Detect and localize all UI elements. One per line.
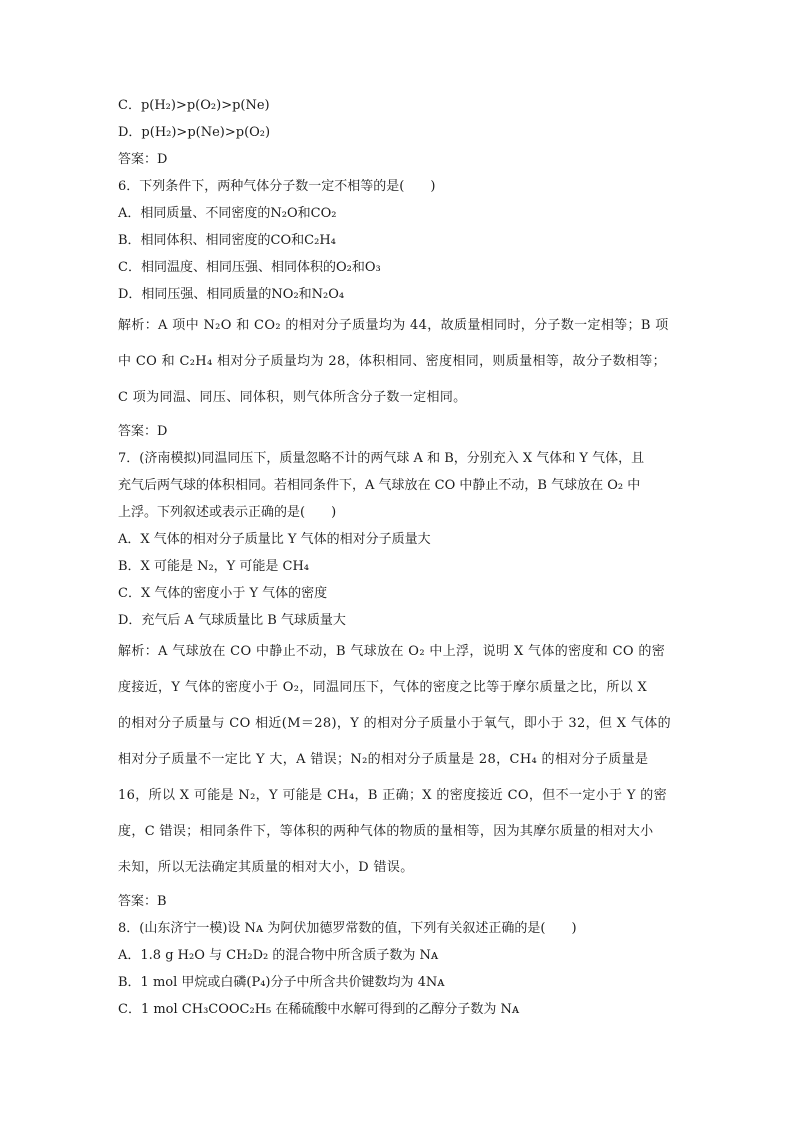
q8-stem: 8．(山东济宁一模)设 Nᴀ 为阿伏加德罗常数的值，下列有关叙述正确的是( )	[118, 921, 577, 936]
q7-explanation-line: 解析：A 气球放在 CO 中静止不动，B 气球放在 O₂ 中上浮，说明 X 气体的密度和 CO 的密	[118, 644, 666, 659]
q7-answer: 答案：B	[118, 894, 167, 909]
q6-option-b[interactable]: B．相同体积、相同密度的CO和C₂H₄	[118, 233, 336, 248]
q6-option-c[interactable]: C．相同温度、相同压强、相同体积的O₂和O₃	[118, 260, 381, 275]
q7-stem-line: 7．(济南模拟)同温同压下，质量忽略不计的两气球 A 和 B，分别充入 X 气体和 Y 气体，且	[118, 451, 645, 466]
q7-stem-line: 上浮。下列叙述或表示正确的是( )	[118, 505, 337, 520]
q6-option-d[interactable]: D．相同压强、相同质量的NO₂和N₂O₄	[118, 287, 345, 302]
q7-option-a[interactable]: A．X 气体的相对分子质量比 Y 气体的相对分子质量大	[118, 532, 431, 547]
q6-explanation-line: 中 CO 和 C₂H₄ 相对分子质量均为 28，体积相同、密度相同，则质量相等，故分子数相等；	[118, 354, 666, 369]
q7-option-d[interactable]: D．充气后 A 气球质量比 B 气球质量大	[118, 613, 346, 628]
q7-explanation-line: 度接近，Y 气体的密度小于 O₂，同温同压下，气体的密度之比等于摩尔质量之比，所以 X	[118, 680, 648, 695]
q6-explanation-line: 解析：A 项中 N₂O 和 CO₂ 的相对分子质量均为 44，故质量相同时，分子数一定相等；B 项	[118, 318, 669, 333]
q8-option-b[interactable]: B．1 mol 甲烷或白磷(P₄)分子中所含共价键数均为 4Nᴀ	[118, 975, 445, 990]
q6-answer: 答案：D	[118, 424, 168, 439]
q5-answer: 答案：D	[118, 152, 168, 167]
q8-option-c[interactable]: C．1 mol CH₃COOC₂H₅ 在稀硫酸中水解可得到的乙醇分子数为 Nᴀ	[118, 1002, 520, 1017]
document-page	[118, 92, 678, 1023]
q7-stem-line: 充气后两气球的体积相同。若相同条件下，A 气球放在 CO 中静止不动，B 气球放在 O₂ 中	[118, 478, 641, 493]
q7-explanation-line: 16，所以 X 可能是 N₂，Y 可能是 CH₄，B 正确；X 的密度接近 CO，但不一定小于 Y 的密	[118, 788, 667, 803]
q7-explanation-line: 相对分子质量不一定比 Y 大，A 错误；N₂的相对分子质量是 28，CH₄ 的相对分子质量是	[118, 752, 649, 767]
q7-explanation-line: 的相对分子质量与 CO 相近(M＝28)，Y 的相对分子质量小于氧气，即小于 32，但 X 气体的	[118, 716, 671, 731]
q6-stem: 6．下列条件下，两种气体分子数一定不相等的是( )	[118, 179, 436, 194]
q7-option-c[interactable]: C．X 气体的密度小于 Y 气体的密度	[118, 586, 328, 601]
q6-explanation-line: C 项为同温、同压、同体积，则气体所含分子数一定相同。	[118, 390, 467, 405]
q7-explanation-line: 度，C 错误；相同条件下，等体积的两种气体的物质的量相等，因为其摩尔质量的相对大小	[118, 824, 654, 839]
q6-option-a[interactable]: A．相同质量、不同密度的N₂O和CO₂	[118, 206, 337, 221]
q7-explanation-line: 未知，所以无法确定其质量的相对大小，D 错误。	[118, 860, 414, 875]
q7-option-b[interactable]: B．X 可能是 N₂，Y 可能是 CH₄	[118, 559, 310, 574]
q5-option-c[interactable]: C．p(H₂)>p(O₂)>p(Ne)	[118, 98, 270, 113]
q8-option-a[interactable]: A．1.8 g H₂O 与 CH₂D₂ 的混合物中所含质子数为 Nᴀ	[118, 948, 439, 963]
q5-option-d[interactable]: D．p(H₂)>p(Ne)>p(O₂)	[118, 125, 271, 140]
